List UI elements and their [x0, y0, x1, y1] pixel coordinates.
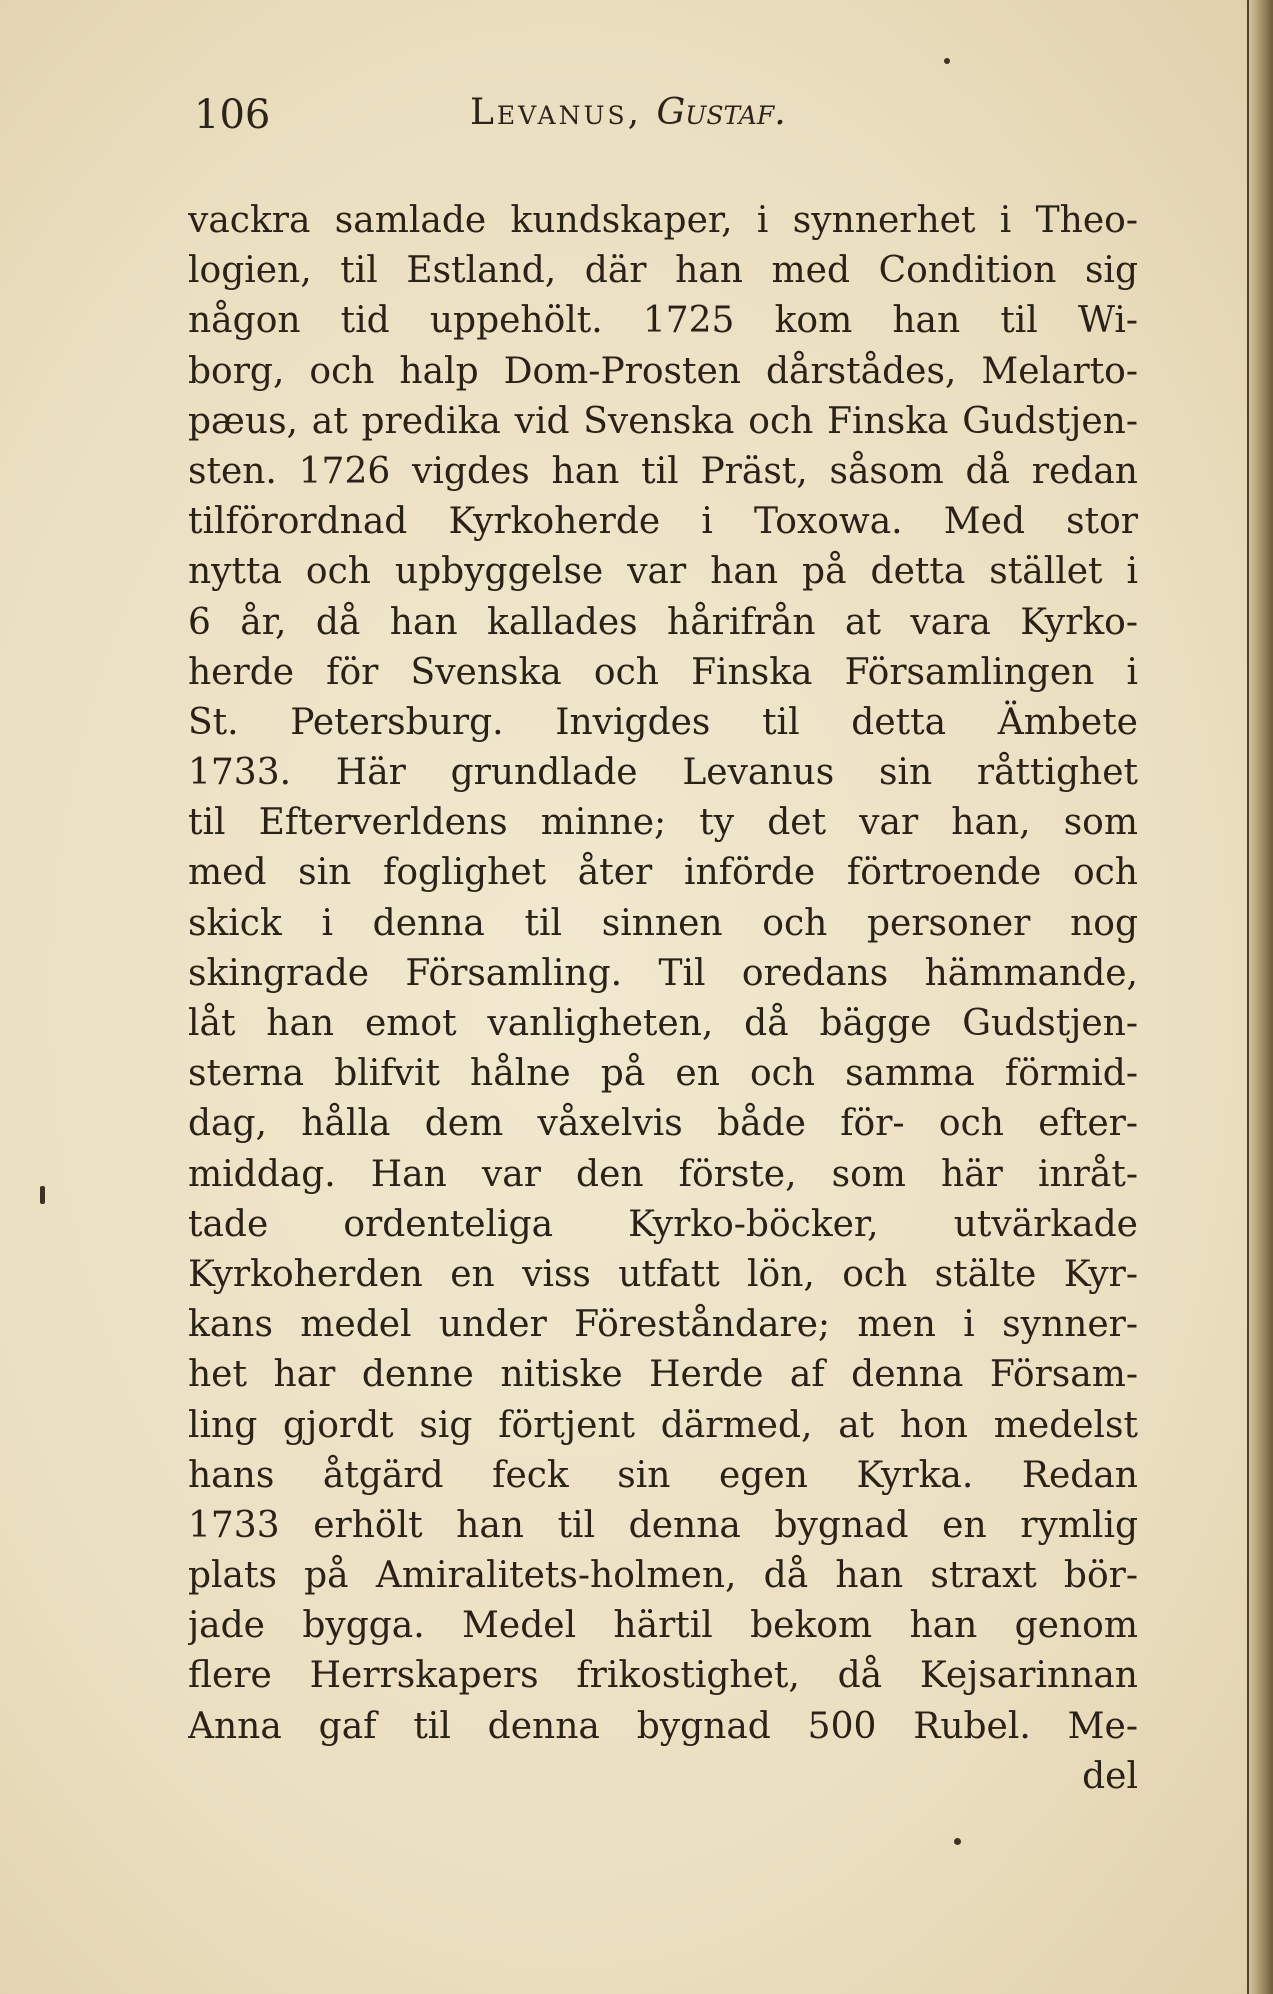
- running-head: [470, 92, 786, 133]
- catchword: del: [1082, 1755, 1138, 1797]
- text-line: nytta och upbyggelse var han på detta stället i: [188, 551, 1138, 593]
- page-header: [194, 92, 914, 142]
- ink-speck: [40, 1186, 45, 1204]
- text-line: vackra samlade kundskaper, i synnerhet i Theo-: [188, 200, 1138, 241]
- running-head-surname: Levanus,: [470, 92, 643, 133]
- text-line: hans åtgärd feck sin egen Kyrka. Redan: [188, 1454, 1138, 1496]
- text-line: kans medel under Föreståndare; men i synner-: [188, 1304, 1138, 1346]
- text-line: logien, til Estland, där han med Condition sig: [188, 250, 1138, 292]
- text-line: 6 år, då han kallades hårifrån at vara Kyrko-: [188, 601, 1138, 643]
- text-line: St. Petersburg. Invigdes til detta Ämbete: [188, 701, 1138, 743]
- text-line: Kyrkoherden en viss utfatt lön, och stälte Kyr-: [188, 1253, 1138, 1295]
- page-edge: [1247, 0, 1273, 1994]
- text-line: med sin foglighet åter införde förtroende och: [188, 852, 1138, 894]
- text-line: tilförordnad Kyrkoherde i Toxowa. Med stor: [188, 501, 1138, 543]
- text-line: til Efterverldens minne; ty det var han, som: [188, 802, 1138, 844]
- text-line: ling gjordt sig förtjent därmed, at hon medelst: [188, 1404, 1138, 1446]
- text-line: tade ordenteliga Kyrko-böcker, utvärkade: [188, 1203, 1138, 1245]
- text-line: middag. Han var den förste, som här inråt-: [188, 1153, 1138, 1195]
- text-line: 1733 erhölt han til denna bygnad en rymlig: [188, 1504, 1138, 1546]
- page-number: 106: [194, 92, 271, 138]
- text-line: låt han emot vanligheten, då bägge Gudstjen-: [188, 1003, 1138, 1044]
- body-text: [188, 196, 1138, 1802]
- text-line: het har denne nitiske Herde af denna Försam-: [188, 1354, 1138, 1396]
- text-line: sterna blifvit hålne på en och samma förmid-: [188, 1053, 1138, 1095]
- text-line: Anna gaf til denna bygnad 500 Rubel. Me-: [188, 1705, 1138, 1747]
- text-line: skick i denna til sinnen och personer nog: [188, 902, 1138, 944]
- running-head-given-name: Gustaf.: [656, 92, 786, 133]
- text-line: jade bygga. Medel härtil bekom han genom: [188, 1605, 1138, 1647]
- text-line: någon tid uppehölt. 1725 kom han til Wi-: [188, 300, 1138, 342]
- ink-speck: [944, 58, 950, 64]
- text-line: skingrade Församling. Til oredans hämmande,: [188, 952, 1138, 994]
- text-line: pæus, at predika vid Svenska och Finska Gudstjen-: [188, 400, 1138, 442]
- text-line: 1733. Här grundlade Levanus sin råttighet: [188, 752, 1138, 794]
- text-line: herde för Svenska och Finska Församlingen i: [188, 651, 1138, 693]
- ink-speck: [954, 1838, 961, 1845]
- text-line: dag, hålla dem våxelvis både för- och efter-: [188, 1103, 1138, 1145]
- text-line: borg, och halp Dom-Prosten dårstådes, Melarto-: [188, 350, 1138, 392]
- text-line: flere Herrskapers frikostighet, då Kejsarinnan: [188, 1655, 1138, 1697]
- text-line: plats på Amiralitets-holmen, då han straxt bör-: [188, 1555, 1138, 1597]
- text-line: sten. 1726 vigdes han til Präst, såsom då redan: [188, 450, 1138, 492]
